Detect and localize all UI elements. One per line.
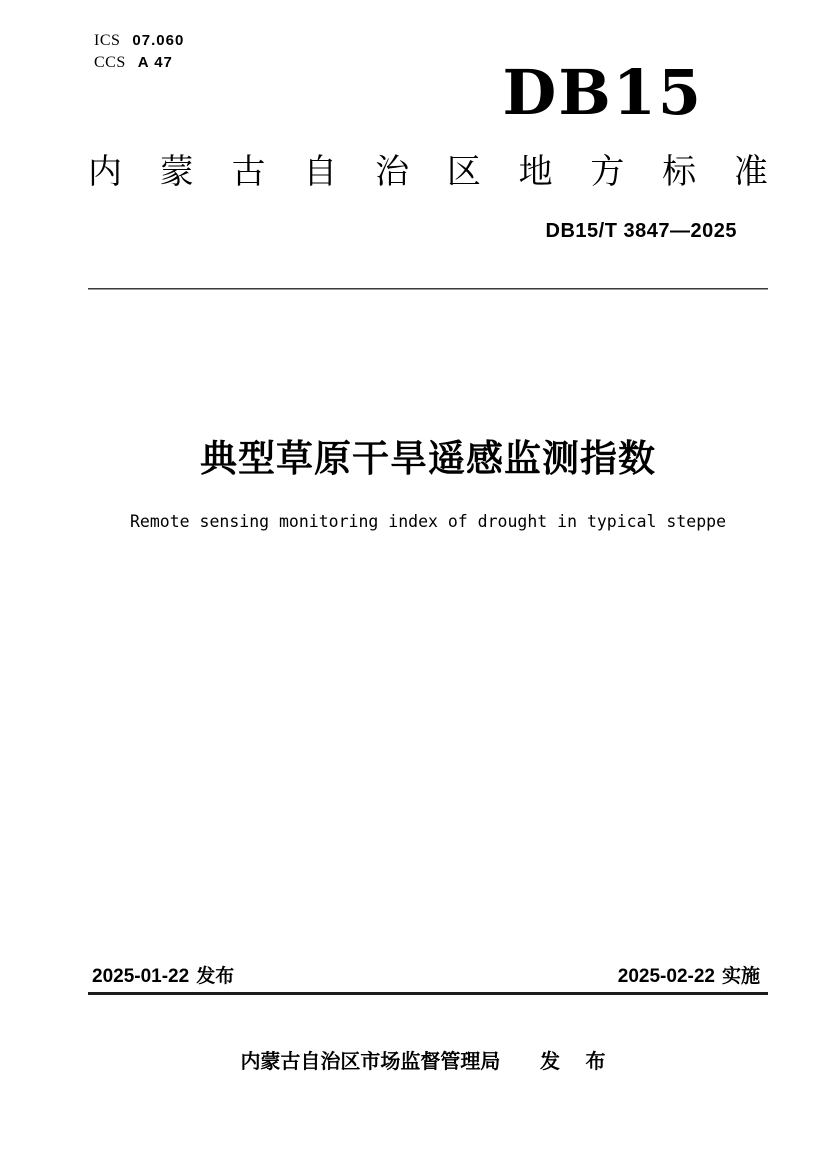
issuer-row: [88, 1050, 768, 1074]
ics-code: 07.060: [132, 32, 185, 49]
dates-row: [92, 966, 760, 989]
ics-row: [94, 30, 184, 52]
db15-logo: DB15: [502, 56, 703, 129]
implement-label: 实施: [721, 966, 760, 987]
category-char: 古: [231, 153, 266, 191]
classification-codes: [94, 30, 184, 74]
ccs-label: CCS: [94, 54, 126, 71]
ics-label: ICS: [94, 32, 121, 49]
issue-date: 2025-01-22: [92, 966, 190, 987]
implement-date-item: [618, 966, 760, 989]
category-char: 准: [733, 153, 768, 191]
issuing-authority: 内蒙古自治区市场监督管理局: [240, 1051, 501, 1073]
issue-label: 发布: [196, 966, 235, 987]
category-char: 内: [88, 153, 122, 191]
category-char: 方: [590, 153, 625, 191]
document-title-english: Remote sensing monitoring index of drought in typical steppe: [129, 512, 727, 531]
category-char: 自: [303, 153, 338, 191]
ccs-row: [94, 52, 184, 74]
header-divider-rule: [88, 288, 768, 290]
implement-date: 2025-02-22: [617, 966, 715, 987]
category-char: 区: [446, 153, 481, 191]
standard-number: DB15/T 3847—2025: [545, 220, 737, 242]
category-char: 治: [375, 153, 410, 191]
document-title-chinese: 典型草原干旱遥感监测指数: [200, 438, 656, 479]
footer-divider-rule: [88, 992, 768, 995]
ccs-code: A 47: [137, 54, 173, 71]
issue-date-item: [92, 966, 234, 989]
category-char: 蒙: [159, 153, 194, 191]
publish-label: 发 布: [540, 1051, 616, 1073]
standard-category-title: [88, 155, 768, 189]
category-char: 地: [518, 153, 553, 191]
category-char: 标: [662, 153, 697, 191]
